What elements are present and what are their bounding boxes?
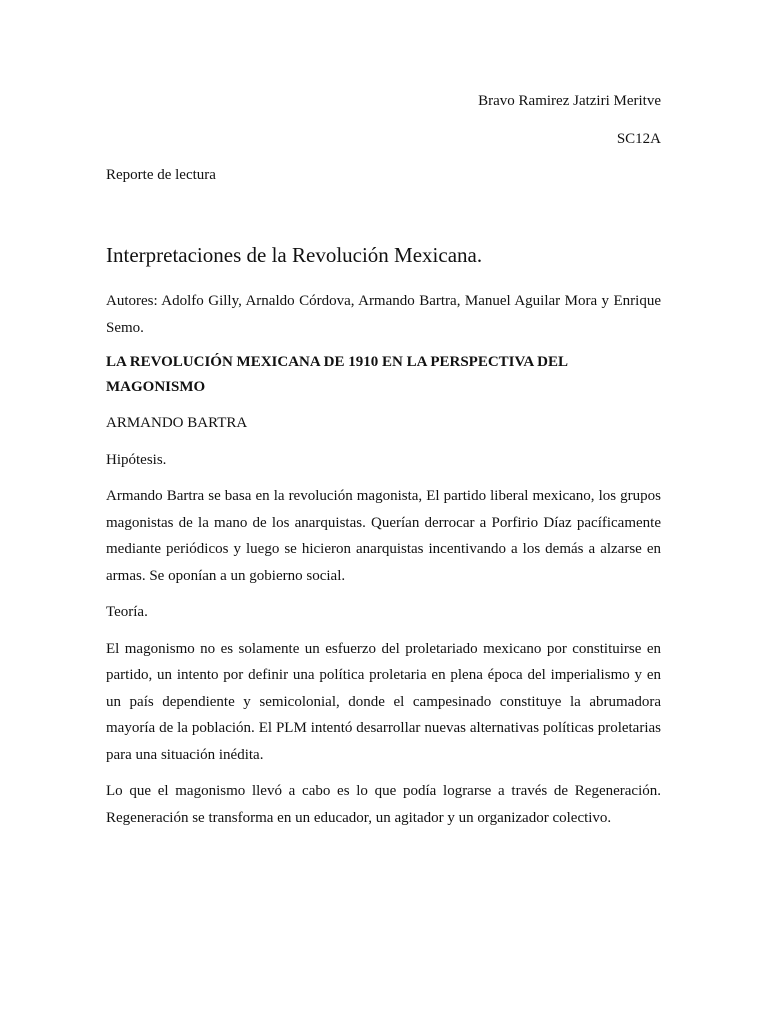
theory-paragraph-1: El magonismo no es solamente un esfuerzo del proletariado mexicano por constituirse en partido, un intento por definir una política proletaria en plena época del imperialismo y en un país dependiente y semicolonial, donde el campesinado constituye la abrumadora mayoría de la población. El PLM intentó desarrollar nuevas alternativas políticas proletarias para una situación inédita. [106,640,661,763]
hypothesis-paragraph: Armando Bartra se basa en la revolución magonista, El partido liberal mexicano, los grupos magonistas de la mano de los anarquistas. Querían derrocar a Porfirio Díaz pacíficamente mediante periódicos y luego se hicieron anarquistas incentivando a los demás a alzarse en armas. Se oponían a un gobierno social. [106,488,661,584]
section-heading: LA REVOLUCIÓN MEXICANA DE 1910 EN LA PERSPECTIVA DEL MAGONISMO [106,354,568,395]
theory-paragraph-2: Lo que el magonismo llevó a cabo es lo que podía lograrse a través de Regeneración. Regeneración se transforma en un educador, un agitador y un organizador colectivo. [106,783,661,826]
hypothesis-label: Hipótesis. [106,451,167,468]
group-code: SC12A [616,131,661,147]
authors-line: Autores: Adolfo Gilly, Arnaldo Córdova, Armando Bartra, Manuel Aguilar Mora y Enrique Semo. [106,293,661,336]
theory-label: Teoría. [106,604,148,620]
student-name: Bravo Ramirez Jatziri Meritve [478,93,661,109]
section-author: ARMANDO BARTRA [106,415,248,431]
document-title: Interpretaciones de la Revolución Mexicana. [106,243,483,267]
document-body [106,288,661,841]
report-type-label: Reporte de lectura [106,167,216,183]
